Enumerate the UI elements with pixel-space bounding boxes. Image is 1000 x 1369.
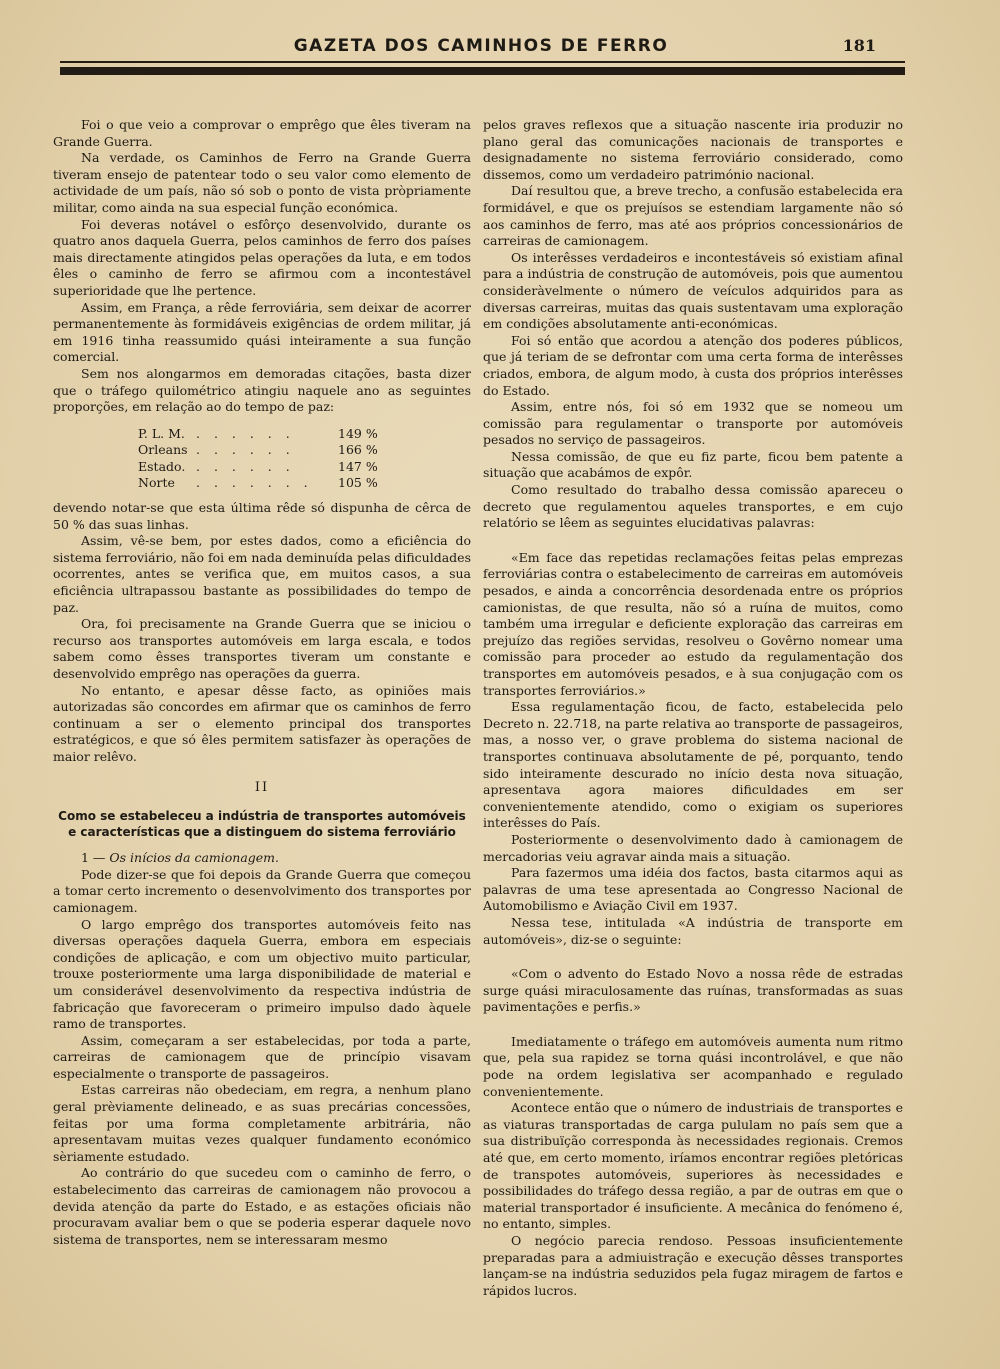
table-cell-name: Norte (138, 475, 175, 491)
paragraph: Nessa tese, intitulada «A indústria de transporte em automóveis», diz-se o seguinte: (483, 914, 903, 947)
paragraph: Sem nos alongarmos em demoradas citações, basta dizer que o tráfego quilométrico atingiu naquele ano as seguintes proporções, em relação ao do tempo de paz: (53, 365, 471, 415)
traffic-table (138, 426, 398, 492)
paragraph: Assim, em França, a rêde ferroviária, sem deixar de acorrer permanentemente às formidáveis exigências de ordem militar, já em 1916 tinha reassumido quási inteiramente a sua função comercial. (53, 299, 471, 365)
table-row (138, 475, 398, 492)
paragraph: Foi só então que acordou a atenção dos poderes públicos, que já teriam de se defrontar com uma certa forma de interêsses criados, embora, de algum modo, à custa dos próprios interêsses do Estado. (483, 332, 903, 398)
header-rule-thin (60, 61, 905, 63)
spacer (483, 1016, 903, 1034)
paragraph: Daí resultou que, a breve trecho, a confusão estabelecida era formidável, e que os prejuísos se estendiam largamente não só aos caminhos de ferro, mas até aos próprios concessionários de carreiras de camionagem. (483, 183, 903, 249)
left-column (53, 117, 471, 1248)
paragraph: O negócio parecia rendoso. Pessoas insuficientemente preparadas para a admiuistração e execução dêsses transportes lançam-se na indústria seduzidos pela fugaz miragem de fartos e rápidos lucros. (483, 1233, 903, 1298)
table-cell-value: 166 % (338, 442, 378, 458)
page-number: 181 (842, 36, 876, 55)
paragraph: Assim, começaram a ser estabelecidas, por toda a parte, carreiras de camionagem que de princípio visavam especialmente o transporte de passageiros. (53, 1032, 471, 1081)
paragraph: Posteriormente o desenvolvimento dado à camionagem de mercadorias veiu agravar ainda mais a situação. (483, 831, 903, 864)
table-cell-dots: . . . . . . . (196, 475, 313, 491)
paragraph: Como resultado do trabalho dessa comissão apareceu o decreto que regulamentou aqueles transportes, e em cujo relatório se lêem as seguintes elucidativas palavras: (483, 482, 903, 531)
table-row (138, 426, 398, 443)
paragraph: Ao contrário do que sucedeu com o caminho de ferro, o estabelecimento das carreiras de camionagem não provocou a devida atenção da parte do Estado, e as estações oficiais não procuravam avaliar bem o que se poderia esperar daquele novo sistema de transportes, nem se interessaram mesmo (53, 1165, 471, 1247)
table-cell-value: 147 % (338, 458, 378, 474)
paragraph: Os interêsses verdadeiros e incontestáveis só existiam afinal para a indústria de construção de automóveis, pois que aumentou consideràvelmente o número de veículos adquiridos para as diversas carreiras, muitas das quais sustentavam uma exploração em condições absolutamente anti-económicas. (483, 249, 903, 332)
header-rule-thick (60, 67, 905, 75)
paragraph: Estas carreiras não obedeciam, em regra, a nenhum plano geral prèviamente delineado, e as suas precárias concessões, feitas por uma forma completamente arbitrária, não apresentavam muitas vezes qualquer fundamento económico sèriamente estudado. (53, 1082, 471, 1164)
subsection-heading (53, 850, 471, 867)
paragraph: Assim, entre nós, foi só em 1932 que se nomeou um comissão para regulamentar o transporte por automóveis pesados no serviço de passageiros. (483, 399, 903, 448)
paragraph: Essa regulamentação ficou, de facto, estabelecida pelo Decreto n. 22.718, na parte relativa ao transporte de passageiros, mas, a nosso ver, o grave problema do sistema nacional de transportes continuava absolutamente de pé, porquanto, tendo sido inteiramente descurado no início desta nova situação, apresentava agora maiores dificuldades em ser convenientemente atendido, como o exigiam os superiores interêsses do País. (483, 699, 903, 831)
journal-title: GAZETA DOS CAMINHOS DE FERRO (293, 36, 669, 56)
table-cell-value: 105 % (338, 475, 378, 491)
paragraph: Foi deveras notável o esfôrço desenvolvido, durante os quatro anos daquela Guerra, pelos caminhos de ferro dos países mais directamente atingidos pelas operações da luta, e em todos êles o caminho de ferro se afirmou com a incontestável superioridade que lhe pertence. (53, 216, 471, 298)
quotation: «Em face das repetidas reclamações feitas pelas emprezas ferroviárias contra o estabelecimento de carreiras em automóveis pesados, e ainda a concorrência desordenada entre os próprios camionistas, de que resulta, não só a ruína de muitos, como também uma irregular e deficiente exploração das carreiras em prejuízo das regiões servidas, resolveu o Govêrno nomear uma comissão para proceder ao estudo da regulamentação dos transportes em automóveis pesados, e à sua conjugação com os transportes ferroviários.» (483, 549, 903, 698)
table-cell-dots: . . . . . . (196, 442, 295, 458)
table-row (138, 459, 398, 476)
paragraph: Foi o que veio a comprovar o emprêgo que êles tiveram na Grande Guerra. (53, 117, 471, 149)
spacer (483, 948, 903, 966)
paragraph: Pode dizer-se que foi depois da Grande Guerra que começou a tomar certo incremento o desenvolvimento dos transportes por camionagem. (53, 866, 471, 915)
spacer (483, 532, 903, 550)
section-number: II (254, 779, 270, 795)
table-row (138, 442, 398, 459)
table-cell-name: P. L. M. (138, 425, 185, 441)
table-cell-name: Orleans (138, 442, 188, 458)
paragraph: Para fazermos uma idéia dos factos, basta citarmos aqui as palavras de uma tese apresentada ao Congresso Nacional de Automobilismo e Aviação Civil em 1937. (483, 865, 903, 914)
paragraph: Nessa comissão, de que eu fiz parte, ficou bem patente a situação que acabámos de expôr. (483, 448, 903, 481)
paragraph: Acontece então que o número de industriais de transportes e as viaturas transportadas de carga pululam no país sem que a sua distribuïção corresponda às necessidades regionais. Cremos até que, em certo momento, iríamos encontrar regiões pletóricas de transpotes automóveis, superiores às necessidades e possibilidades do tráfego dessa região, a par de outras em que o material transportador é insuficiente. A mecânica do fenómeno é, no entanto, simples. (483, 1100, 903, 1232)
table-cell-value: 149 % (338, 425, 378, 441)
paragraph: O largo emprêgo dos transportes automóveis feito nas diversas operações daquela Guerra, embora em especiais condições de aplicação, e com um objectivo muito particular, trouxe posteriormente uma larga disponibilidade de material e um considerável desenvolvimento da respectiva indústria de fabricação que favoreceram o primeiro impulso dado àquele ramo de transportes. (53, 916, 471, 1032)
paragraph: No entanto, e apesar dêsse facto, as opiniões mais autorizadas são concordes em afirmar que os caminhos de ferro continuam a ser o elemento principal dos transportes estratégicos, e que só êles permitem satisfazer às operações de maior relêvo. (53, 682, 471, 764)
table-cell-dots: . . . . . . (196, 458, 295, 474)
paragraph: Assim, vê-se bem, por estes dados, como a eficiência do sistema ferroviário, não foi em nada deminuída pelas dificuldades ocorrentes, antes se verifica que, em muitos casos, a sua eficiência ultrapassou bastante as possibilidades do tempo de paz. (53, 533, 471, 615)
right-column (483, 117, 903, 1299)
subsection-title: Os inícios da camionagem. (109, 850, 280, 866)
paragraph: pelos graves reflexos que a situação nascente iria produzir no plano geral das comunicações nacionais de transportes e designadamente no sistema ferroviário considerado, como dissemos, como um verdadeiro património nacional. (483, 117, 903, 182)
paragraph: Imediatamente o tráfego em automóveis aumenta num ritmo que, pela sua rapidez se torna quási incontrolável, e que não pode na ordem legislativa ser acompanhado e regulado convenientemente. (483, 1033, 903, 1099)
paragraph: Ora, foi precisamente na Grande Guerra que se iniciou o recurso aos transportes automóveis em larga escala, e todos sabem como êsses transportes tiveram um constante e desenvolvido emprêgo nas operações da guerra. (53, 616, 471, 681)
subsection-number: 1 — (81, 850, 106, 866)
masthead (60, 34, 902, 60)
section-title: Como se estabeleceu a indústria de transportes automóveis e características que a distinguem do sistema ferroviário (58, 809, 466, 840)
quotation: «Com o advento do Estado Novo a nossa rêde de estradas surge quási miraculosamente das ruínas, transformadas as suas pavimentações e perfis.» (483, 966, 903, 1015)
table-cell-dots: . . . . . . (196, 425, 295, 441)
table-cell-name: Estado. (138, 458, 186, 474)
paragraph: Na verdade, os Caminhos de Ferro na Grande Guerra tiveram ensejo de patentear todo o seu valor como elemento de actividade de um país, não só sob o ponto de vista pròpriamente militar, como ainda na sua especial função económica. (53, 150, 471, 215)
paragraph: devendo notar-se que esta última rêde só dispunha de cêrca de 50 % das suas linhas. (53, 500, 471, 532)
